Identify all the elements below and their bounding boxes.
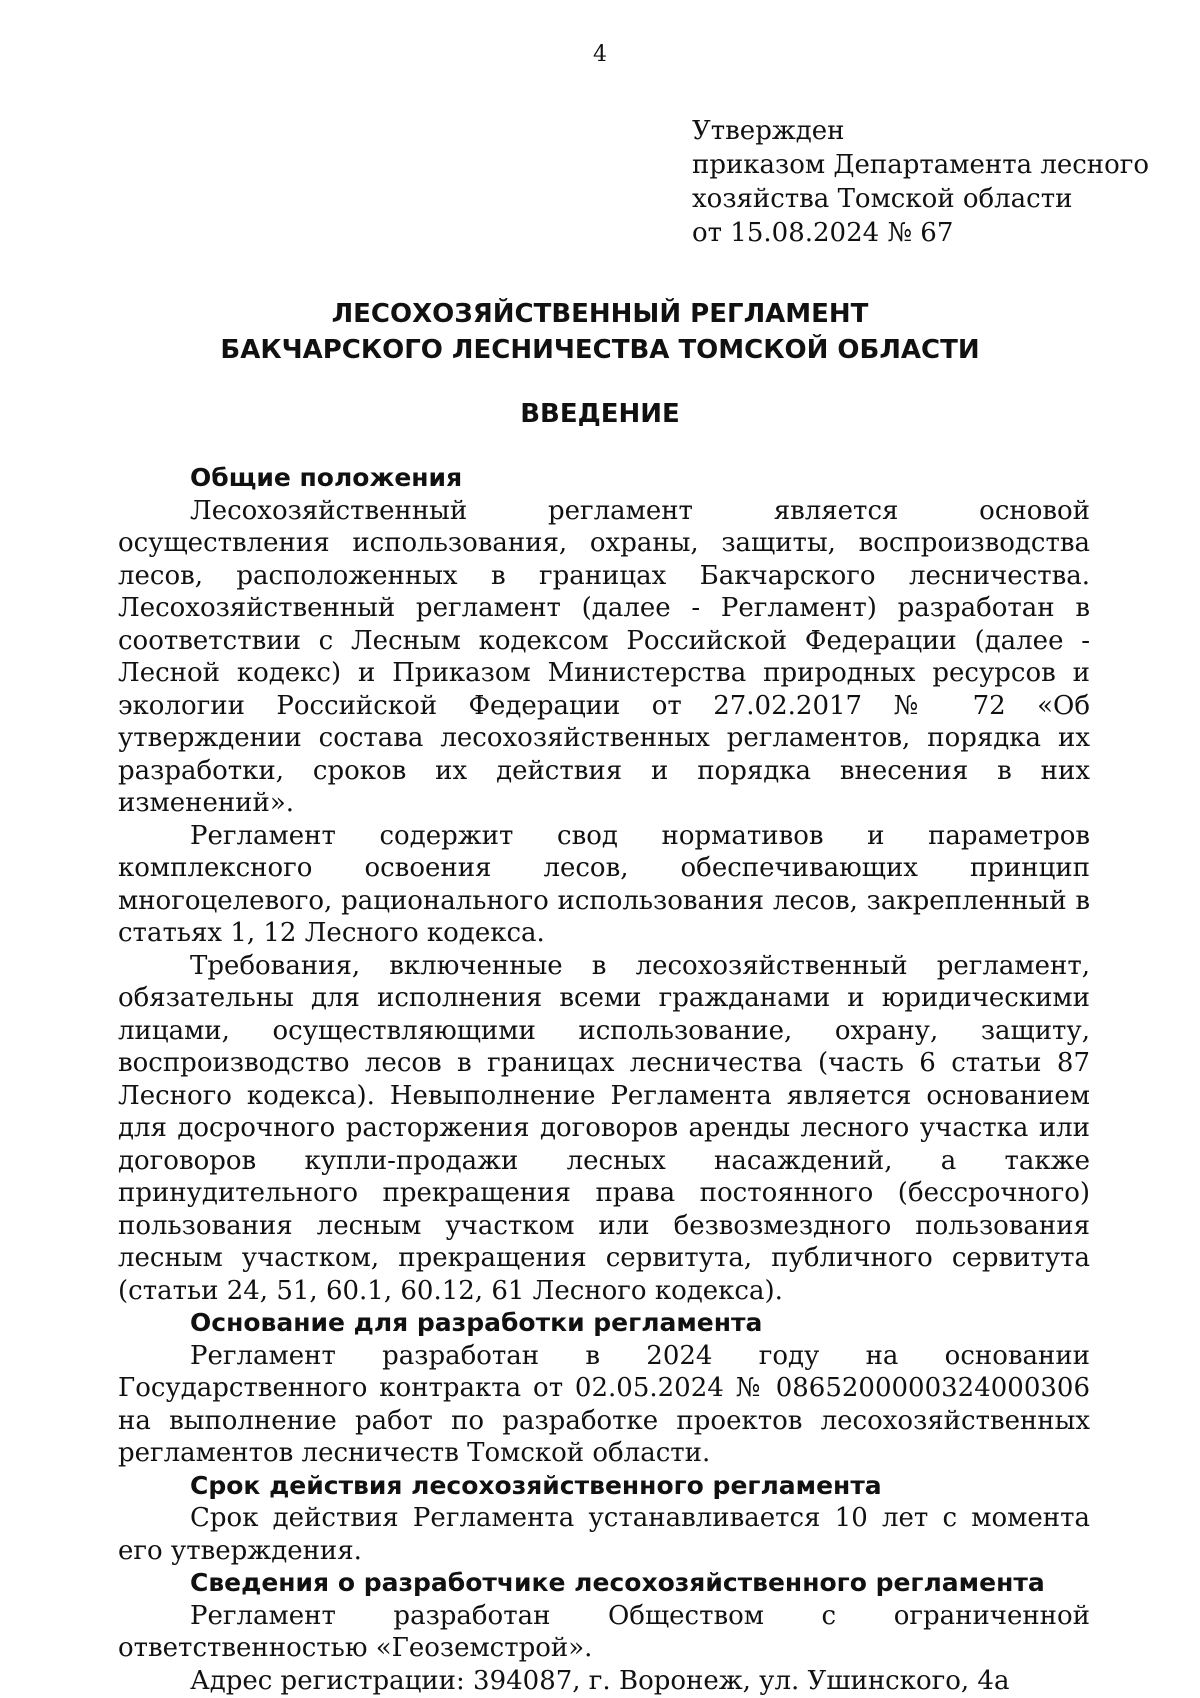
paragraph: Срок действия Регламента устанавливается 10 лет с момента его утверждения. [118, 1503, 1090, 1566]
approval-line: от 15.08.2024 № 67 [692, 218, 954, 248]
paragraph: Регламент разработан Обществом с ограниченной ответственностью «Геоземстрой». [118, 1600, 1090, 1663]
approval-stamp [692, 114, 1152, 250]
paragraph: Требования, включенные в лесохозяйственный регламент, обязательны для исполнения всеми гражданами и юридическими лицами, осуществляющими использование, охрану, защиту, воспроизводство лесов в границах лесничества (часть 6 статьи 87 Лесного кодекса). Невыполнение Регламента является основанием для досрочного расторжения договоров аренды лесного участка или договоров купли-продажи лесных насаждений, а также принудительного прекращения права постоянного (бессрочного) пользования лесным участком или безвозмездного пользования лесным участком, прекращения сервитута, публичного сервитута (статьи 24, 51, 60.1, 60.12, 61 Лесного кодекса). [118, 950, 1090, 1306]
approval-line: Утвержден [692, 116, 845, 146]
document-title-line: БАКЧАРСКОГО ЛЕСНИЧЕСТВА ТОМСКОЙ ОБЛАСТИ [220, 335, 980, 365]
document-title-line: ЛЕСОХОЗЯЙСТВЕННЫЙ РЕГЛАМЕНТ [331, 299, 869, 329]
address-paragraph: Адрес регистрации: 394087, г. Воронеж, ул. Ушинского, 4а [190, 1665, 1010, 1696]
paragraph: Лесохозяйственный регламент является основой осуществления использования, охраны, защиты, воспроизводства лесов, расположенных в границах Бакчарского лесничества. Лесохозяйственный регламент (далее - Регламент) разработан в соответствии с Лесным кодексом Российской Федерации (далее - Лесной кодекс) и Приказом Министерства природных ресурсов и экологии Российской Федерации от 27.02.2017 № 72 «Об утверждении состава лесохозяйственных регламентов, порядка их разработки, сроков их действия и порядка внесения в них изменений». [118, 495, 1090, 818]
intro-heading: ВВЕДЕНИЕ [520, 399, 680, 429]
paragraph: Регламент разработан в 2024 году на основании Государственного контракта от 02.05.2024 № 0865200000324000306 на выполнение работ по разработке проектов лесохозяйственных регламентов лесничеств Томской области. [118, 1340, 1090, 1468]
approval-line: хозяйства Томской области [692, 184, 1073, 214]
section-heading-term: Срок действия лесохозяйственного регламента [190, 1470, 882, 1500]
document-title [0, 296, 1200, 368]
section-heading-basis: Основание для разработки регламента [190, 1308, 763, 1337]
section-heading-developer: Сведения о разработчике лесохозяйственного регламента [190, 1568, 1045, 1597]
paragraph: Регламент содержит свод нормативов и параметров комплексного освоения лесов, обеспечивающих принцип многоцелевого, рационального использования лесов, закрепленный в статьях 1, 12 Лесного кодекса. [118, 820, 1090, 948]
approval-line: приказом Департамента лесного [692, 150, 1150, 180]
page-number: 4 [593, 42, 607, 67]
section-heading-general: Общие положения [190, 463, 463, 492]
document-body [118, 462, 1090, 1697]
